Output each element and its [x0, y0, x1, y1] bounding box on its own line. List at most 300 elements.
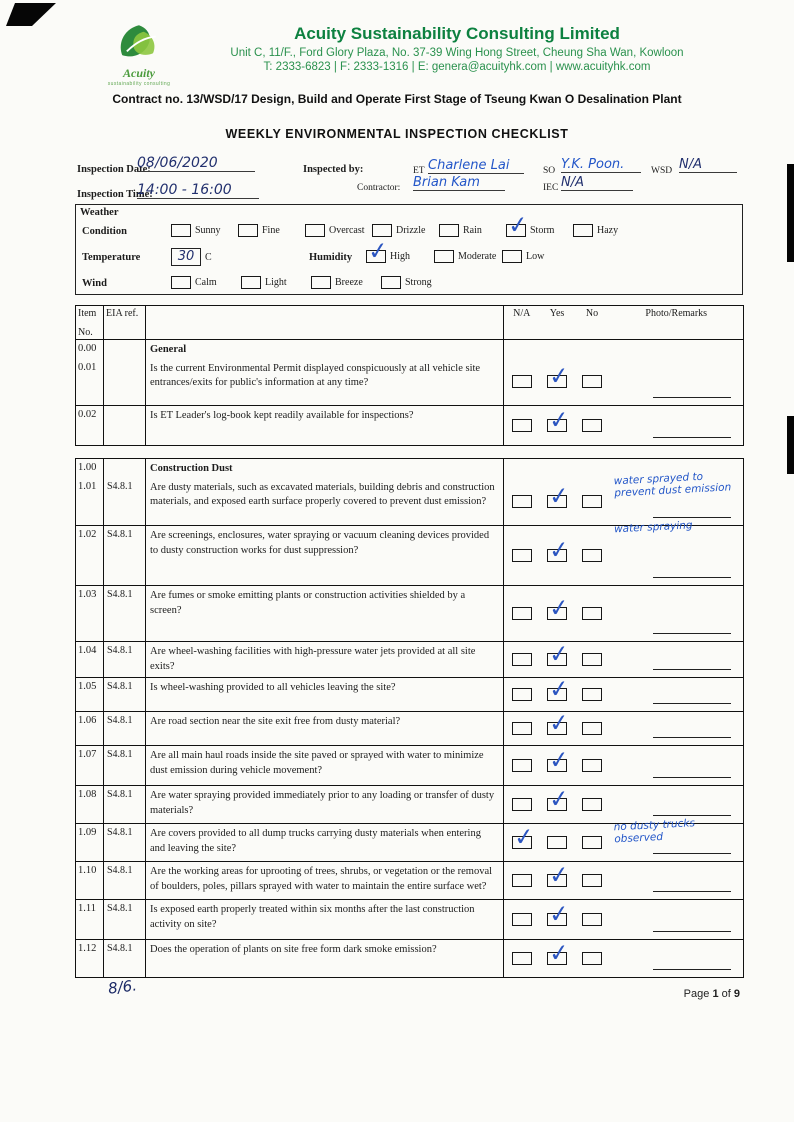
cell-no: [575, 900, 610, 940]
checklist-row-0.01: [76, 359, 744, 405]
checkbox-na-1.07[interactable]: [512, 759, 532, 772]
weather-option-sunny: [171, 224, 238, 237]
row-item-no: 0.01: [76, 359, 104, 405]
row-eia-ref: S4.8.1: [104, 678, 146, 712]
cell-yes: [540, 359, 575, 405]
cell-na: [504, 405, 540, 445]
scan-artifact-right-edge-2: [787, 416, 794, 474]
contract-line: Contract no. 13/WSD/17 Design, Build and Operate First Stage of Tseung Kwan O Desalination Plant: [112, 92, 682, 106]
checklist-row-0.00: [76, 340, 744, 360]
checkbox-no-1.06[interactable]: [582, 722, 602, 735]
row-item-no: 1.12: [76, 940, 104, 978]
cell-na: [504, 458, 540, 478]
checkbox-no-1.09[interactable]: [582, 836, 602, 849]
row-question: Does the operation of plants on site free form dark smoke emission?: [146, 940, 504, 978]
company-contact: T: 2333-6823 | F: 2333-1316 | E: genera@acuityhk.com | www.acuityhk.com: [263, 61, 651, 73]
checkbox-na-1.09[interactable]: [512, 836, 532, 849]
cell-photo-remarks: [610, 519, 744, 586]
remarks-write-line: [653, 633, 731, 634]
option-label: Sunny: [195, 225, 221, 236]
checklist-row-1.04: [76, 642, 744, 678]
row-question: Is exposed earth properly treated within six months after the last construction activity on site?: [146, 900, 504, 940]
weather-option-strong: [381, 276, 451, 289]
page-of: of: [721, 988, 731, 1000]
option-label: Moderate: [458, 251, 497, 262]
cell-photo-remarks: [610, 862, 744, 900]
cell-yes: [540, 786, 575, 824]
cell-no: [575, 824, 610, 862]
inspection-time-value: 14:00 - 16:00: [137, 182, 259, 199]
checkbox-na-1.12[interactable]: [512, 952, 532, 965]
weather-option-hazy: [573, 224, 640, 237]
cell-yes: [540, 405, 575, 445]
cell-no: [575, 526, 610, 586]
wsd-value: N/A: [679, 157, 737, 173]
cell-no: [575, 940, 610, 978]
row-eia-ref: [104, 359, 146, 405]
checkbox-yes-1.04[interactable]: [547, 653, 567, 666]
checkbox-no-0.01[interactable]: [582, 375, 602, 388]
checkbox-yes-1.06[interactable]: [547, 722, 567, 735]
header-item-no: [76, 306, 104, 340]
handwritten-remark: water spraying: [613, 519, 693, 536]
handwritten-tick-mark: [548, 608, 566, 619]
checkbox-yes-1.10[interactable]: [547, 874, 567, 887]
checkbox-no-1.08[interactable]: [582, 798, 602, 811]
cell-na: [504, 900, 540, 940]
checkbox-no-1.01[interactable]: [582, 495, 602, 508]
checkbox-fine[interactable]: [238, 224, 258, 237]
page-prefix: Page: [683, 988, 710, 1000]
remarks-write-line: [653, 777, 731, 778]
handwritten-remark: water sprayed to prevent dust emission: [612, 470, 732, 499]
weather-option-calm: [171, 276, 241, 289]
weather-option-low: [502, 250, 570, 263]
cell-yes: [540, 458, 575, 478]
cell-na: [504, 642, 540, 678]
checkbox-yes-1.01[interactable]: [547, 495, 567, 508]
weather-option-overcast: [305, 224, 372, 237]
checkbox-na-0.01[interactable]: [512, 375, 532, 388]
remarks-write-line: [653, 891, 731, 892]
option-label: Low: [526, 251, 545, 262]
condition-row: [76, 226, 742, 246]
checklist-row-0.02: [76, 405, 744, 445]
logo-wordmark: Acuity: [123, 66, 155, 80]
row-eia-ref: S4.8.1: [104, 526, 146, 586]
cell-yes: [540, 862, 575, 900]
cell-yes: [540, 526, 575, 586]
page-current: 1: [712, 988, 719, 1000]
temperature-row: [76, 249, 742, 272]
table-header-row: [76, 306, 744, 340]
checkbox-low[interactable]: [502, 250, 522, 263]
checklist-table-body: [76, 340, 744, 978]
checklist-row-1.09: [76, 824, 744, 862]
cell-na: [504, 359, 540, 405]
checkbox-na-1.03[interactable]: [512, 607, 532, 620]
row-eia-ref: S4.8.1: [104, 824, 146, 862]
header-item-line2: No.: [78, 327, 93, 338]
cell-yes: [540, 340, 575, 360]
wind-row: [76, 278, 742, 298]
checkbox-na-1.02[interactable]: [512, 549, 532, 562]
checkbox-no-1.11[interactable]: [582, 913, 602, 926]
row-eia-ref: S4.8.1: [104, 862, 146, 900]
row-item-no: 1.07: [76, 746, 104, 786]
handwritten-tick-mark: [548, 799, 566, 810]
checkbox-na-1.04[interactable]: [512, 653, 532, 666]
so-label: SO: [543, 166, 556, 176]
so-signature: Y.K. Poon.: [561, 157, 641, 173]
header-na: N/A: [504, 306, 540, 340]
row-question: Are covers provided to all dump trucks carrying dusty materials when entering and leaving the site?: [146, 824, 504, 862]
inspection-date-value: 08/06/2020: [137, 155, 255, 172]
row-item-no: 1.00: [76, 458, 104, 478]
inspection-date-label: Inspection Date:: [77, 164, 151, 175]
row-item-no: 1.10: [76, 862, 104, 900]
checkbox-yes-1.03[interactable]: [547, 607, 567, 620]
humidity-label: Humidity: [309, 252, 353, 263]
checkbox-drizzle[interactable]: [372, 224, 392, 237]
checklist-row-1.11: [76, 900, 744, 940]
cell-photo-remarks: [610, 712, 744, 746]
cell-no: [575, 786, 610, 824]
temperature-label: Temperature: [82, 252, 141, 263]
row-item-no: 1.01: [76, 478, 104, 526]
handwritten-tick-mark: [548, 689, 566, 700]
cell-yes: [540, 824, 575, 862]
checkbox-calm[interactable]: [171, 276, 191, 289]
row-question: Are screenings, enclosures, water spraying or vacuum cleaning devices provided to dusty construction works for dust suppression?: [146, 526, 504, 586]
page-number: [684, 988, 740, 1000]
checkbox-no-1.02[interactable]: [582, 549, 602, 562]
checkbox-no-1.07[interactable]: [582, 759, 602, 772]
row-item-no: 1.03: [76, 586, 104, 642]
cell-na: [504, 862, 540, 900]
checkbox-sunny[interactable]: [171, 224, 191, 237]
cell-photo-remarks: [610, 340, 744, 360]
checkbox-yes-1.12[interactable]: [547, 952, 567, 965]
cell-yes: [540, 940, 575, 978]
remarks-write-line: [653, 703, 731, 704]
weather-option-light: [241, 276, 311, 289]
cell-no: [575, 340, 610, 360]
checkbox-overcast[interactable]: [305, 224, 325, 237]
cell-na: [504, 526, 540, 586]
document-header: [0, 22, 794, 92]
company-info: [150, 24, 764, 73]
company-address: Unit C, 11/F., Ford Glory Plaza, No. 37-39 Wing Hong Street, Cheung Sha Wan, Kowloon: [230, 47, 684, 59]
checkbox-yes-1.08[interactable]: [547, 798, 567, 811]
checkbox-storm[interactable]: [506, 224, 526, 237]
checkbox-yes-1.02[interactable]: [547, 549, 567, 562]
spacer-cell: [76, 445, 744, 458]
handwritten-tick-mark: [548, 420, 566, 431]
remarks-write-line: [653, 969, 731, 970]
row-item-no: 1.06: [76, 712, 104, 746]
inspected-by-label: Inspected by:: [303, 164, 364, 175]
row-item-no: 1.02: [76, 526, 104, 586]
checkbox-rain[interactable]: [439, 224, 459, 237]
et-label: ET: [413, 166, 425, 176]
remarks-write-line: [653, 669, 731, 670]
handwritten-tick-mark: [513, 837, 531, 848]
option-label: Storm: [530, 225, 555, 236]
cell-yes: [540, 712, 575, 746]
remarks-write-line: [653, 437, 731, 438]
weather-option-breeze: [311, 276, 381, 289]
checkbox-na-1.06[interactable]: [512, 722, 532, 735]
row-question: Are water spraying provided immediately prior to any loading or transfer of dusty materials?: [146, 786, 504, 824]
cell-photo-remarks: [610, 642, 744, 678]
cell-na: [504, 786, 540, 824]
row-eia-ref: [104, 458, 146, 478]
cell-no: [575, 678, 610, 712]
cell-na: [504, 824, 540, 862]
cell-no: [575, 746, 610, 786]
option-label: Light: [265, 277, 287, 288]
handwritten-tick-mark: [548, 953, 566, 964]
handwritten-tick-mark: [548, 496, 566, 507]
temperature-value: 30: [177, 249, 195, 264]
cell-na: [504, 746, 540, 786]
cell-photo-remarks: [610, 817, 744, 862]
condition-options: [171, 224, 640, 237]
handwritten-tick-mark: [367, 251, 385, 262]
row-item-no: 0.02: [76, 405, 104, 445]
handwritten-footer-note: 8/6.: [107, 976, 138, 998]
handwritten-tick-mark: [548, 914, 566, 925]
cell-no: [575, 458, 610, 478]
cell-no: [575, 586, 610, 642]
handwritten-tick-mark: [548, 654, 566, 665]
weather-option-moderate: [434, 250, 502, 263]
row-item-no: 1.09: [76, 824, 104, 862]
checkbox-yes-1.07[interactable]: [547, 759, 567, 772]
checkbox-no-1.12[interactable]: [582, 952, 602, 965]
cell-no: [575, 359, 610, 405]
temperature-box[interactable]: [171, 248, 201, 266]
handwritten-tick-mark: [548, 723, 566, 734]
cell-photo-remarks: [610, 586, 744, 642]
temperature-unit: C: [205, 252, 212, 263]
checkbox-na-1.05[interactable]: [512, 688, 532, 701]
option-label: Breeze: [335, 277, 363, 288]
header-item-line1: Item: [78, 308, 97, 319]
header-yes: Yes: [540, 306, 575, 340]
weather-option-high: [366, 250, 434, 263]
cell-photo-remarks: [610, 900, 744, 940]
checklist-row-1.02: [76, 526, 744, 586]
checkbox-na-0.02[interactable]: [512, 419, 532, 432]
cell-na: [504, 340, 540, 360]
row-question: Construction Dust: [146, 458, 504, 478]
option-label: High: [390, 251, 410, 262]
condition-label: Condition: [82, 226, 127, 237]
row-question: General: [146, 340, 504, 360]
weather-option-drizzle: [372, 224, 439, 237]
row-eia-ref: S4.8.1: [104, 940, 146, 978]
checkbox-no-1.03[interactable]: [582, 607, 602, 620]
checkbox-yes-1.05[interactable]: [547, 688, 567, 701]
checklist-row-1.05: [76, 678, 744, 712]
cell-na: [504, 940, 540, 978]
row-item-no: 1.04: [76, 642, 104, 678]
row-question: Are road section near the site exit free from dusty material?: [146, 712, 504, 746]
row-question: Are dusty materials, such as excavated materials, building debris and construction materials, and exposed earth surface properly covered to prevent dust emission?: [146, 478, 504, 526]
handwritten-tick-mark: [548, 376, 566, 387]
checklist-row-1.12: [76, 940, 744, 978]
checklist-table: [75, 305, 744, 978]
option-label: Fine: [262, 225, 280, 236]
row-question: Is wheel-washing provided to all vehicles leaving the site?: [146, 678, 504, 712]
row-eia-ref: [104, 340, 146, 360]
cell-photo-remarks: [610, 359, 744, 405]
handwritten-tick-mark: [548, 760, 566, 771]
cell-yes: [540, 478, 575, 526]
handwritten-tick-mark: [548, 875, 566, 886]
header-description: [146, 306, 504, 340]
remarks-write-line: [653, 931, 731, 932]
weather-section: [75, 204, 743, 295]
row-item-no: 1.11: [76, 900, 104, 940]
contractor-signature: Brian Kam: [413, 175, 505, 191]
inspection-info: [75, 155, 743, 208]
row-eia-ref: S4.8.1: [104, 712, 146, 746]
row-question: Is ET Leader's log-book kept readily available for inspections?: [146, 405, 504, 445]
checkbox-strong[interactable]: [381, 276, 401, 289]
checklist-row-1.03: [76, 586, 744, 642]
weather-option-fine: [238, 224, 305, 237]
wind-label: Wind: [82, 278, 107, 289]
row-question: Are fumes or smoke emitting plants or construction activities shielded by a screen?: [146, 586, 504, 642]
header-photo-remarks: Photo/Remarks: [610, 306, 744, 340]
remarks-write-line: [653, 577, 731, 578]
cell-no: [575, 642, 610, 678]
contractor-label: Contractor:: [357, 183, 401, 193]
handwritten-tick-mark: [507, 225, 525, 236]
checklist-row-1.06: [76, 712, 744, 746]
cell-photo-remarks: [610, 940, 744, 978]
checkbox-no-0.02[interactable]: [582, 419, 602, 432]
row-eia-ref: S4.8.1: [104, 642, 146, 678]
option-label: Strong: [405, 277, 432, 288]
row-eia-ref: S4.8.1: [104, 746, 146, 786]
header-eia-ref: EIA ref.: [104, 306, 146, 340]
checklist-row-1.01: [76, 478, 744, 526]
wind-options: [171, 276, 451, 289]
checkbox-no-1.04[interactable]: [582, 653, 602, 666]
remarks-write-line: [653, 737, 731, 738]
option-label: Drizzle: [396, 225, 426, 236]
cell-no: [575, 862, 610, 900]
cell-photo-remarks: [610, 746, 744, 786]
page-total: 9: [733, 988, 740, 1000]
checkbox-na-1.08[interactable]: [512, 798, 532, 811]
cell-yes: [540, 642, 575, 678]
et-signature: Charlene Lai: [428, 158, 524, 174]
cell-na: [504, 678, 540, 712]
cell-yes: [540, 678, 575, 712]
checkbox-high[interactable]: [366, 250, 386, 263]
row-eia-ref: S4.8.1: [104, 586, 146, 642]
row-question: Are the working areas for uprooting of trees, shrubs, or vegetation or the removal of boulders, poles, pillars sprayed with water to maintain the entire surface wet?: [146, 862, 504, 900]
iec-value: N/A: [561, 175, 633, 191]
checkbox-yes-0.02[interactable]: [547, 419, 567, 432]
weather-label: Weather: [80, 207, 119, 218]
cell-na: [504, 586, 540, 642]
weather-option-storm: [506, 224, 573, 237]
inspection-time-label: Inspection Time:: [77, 189, 153, 200]
cell-no: [575, 712, 610, 746]
row-eia-ref: [104, 405, 146, 445]
cell-no: [575, 478, 610, 526]
header-no: No: [575, 306, 610, 340]
cell-yes: [540, 746, 575, 786]
checkbox-na-1.01[interactable]: [512, 495, 532, 508]
row-eia-ref: S4.8.1: [104, 900, 146, 940]
checkbox-no-1.05[interactable]: [582, 688, 602, 701]
checkbox-moderate[interactable]: [434, 250, 454, 263]
checkbox-yes-1.11[interactable]: [547, 913, 567, 926]
logo-tagline: sustainability consulting: [107, 81, 171, 87]
document-title: WEEKLY ENVIRONMENTAL INSPECTION CHECKLIST: [225, 127, 569, 141]
checkbox-light[interactable]: [241, 276, 261, 289]
checklist-row-1.10: [76, 862, 744, 900]
humidity-options: [366, 250, 570, 263]
checkbox-na-1.11[interactable]: [512, 913, 532, 926]
cell-na: [504, 712, 540, 746]
checkbox-na-1.10[interactable]: [512, 874, 532, 887]
remarks-write-line: [653, 397, 731, 398]
table-spacer-row: [76, 445, 744, 458]
checkbox-hazy[interactable]: [573, 224, 593, 237]
scan-artifact-right-edge-1: [787, 164, 794, 262]
cell-photo-remarks: [610, 678, 744, 712]
checklist-row-1.08: [76, 786, 744, 824]
row-question: Is the current Environmental Permit displayed conspicuously at all vehicle site entrances/exits for public's information at any time?: [146, 359, 504, 405]
handwritten-remark: no dusty trucks observed: [612, 817, 695, 846]
checklist-table-wrap: [75, 305, 744, 978]
option-label: Hazy: [597, 225, 619, 236]
checklist-row-1.07: [76, 746, 744, 786]
checkbox-no-1.10[interactable]: [582, 874, 602, 887]
row-item-no: 1.08: [76, 786, 104, 824]
row-item-no: 0.00: [76, 340, 104, 360]
option-label: Rain: [463, 225, 482, 236]
row-question: Are all main haul roads inside the site paved or sprayed with water to minimize dust emission during vehicle movement?: [146, 746, 504, 786]
row-question: Are wheel-washing facilities with high-pressure water jets provided at all site exits?: [146, 642, 504, 678]
row-eia-ref: S4.8.1: [104, 478, 146, 526]
checkbox-yes-1.09[interactable]: [547, 836, 567, 849]
checkbox-breeze[interactable]: [311, 276, 331, 289]
company-name: Acuity Sustainability Consulting Limited: [294, 24, 620, 43]
weather-option-rain: [439, 224, 506, 237]
wsd-label: WSD: [651, 166, 673, 176]
handwritten-tick-mark: [548, 550, 566, 561]
remarks-write-line: [653, 853, 731, 854]
cell-no: [575, 405, 610, 445]
row-item-no: 1.05: [76, 678, 104, 712]
row-eia-ref: S4.8.1: [104, 786, 146, 824]
option-label: Overcast: [329, 225, 365, 236]
cell-photo-remarks: [610, 405, 744, 445]
iec-label: IEC: [543, 183, 559, 193]
cell-yes: [540, 586, 575, 642]
option-label: Calm: [195, 277, 217, 288]
checkbox-yes-0.01[interactable]: [547, 375, 567, 388]
